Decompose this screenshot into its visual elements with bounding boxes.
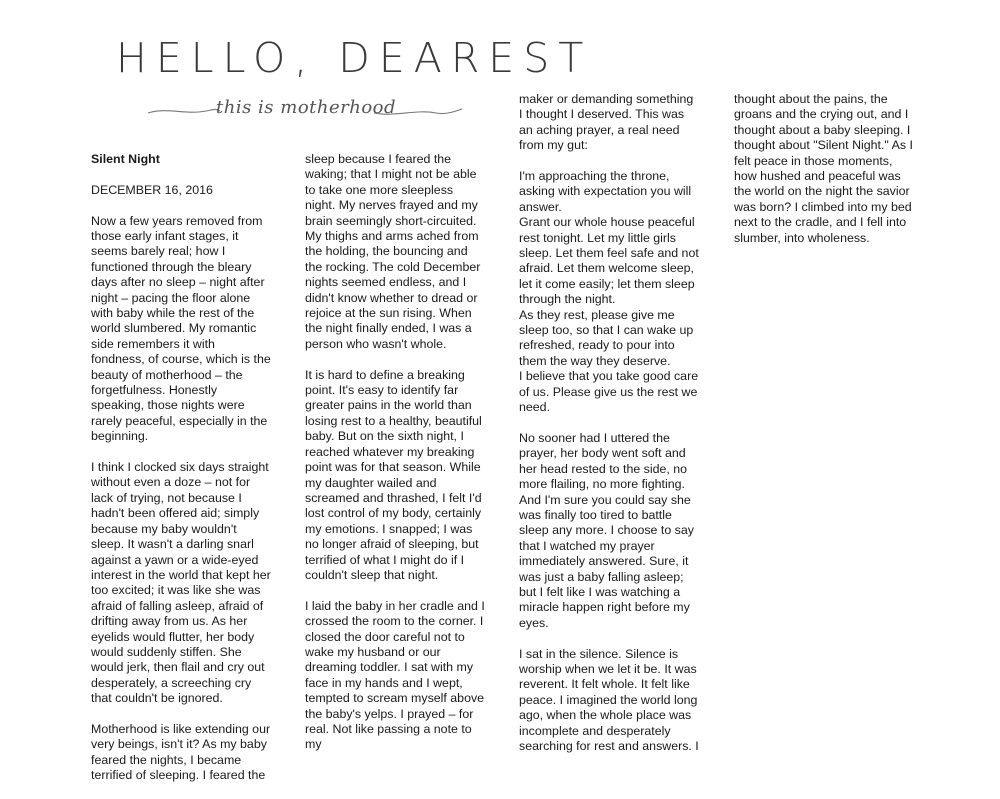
article-column-2 xyxy=(305,152,485,768)
paragraph: Motherhood is like extending our very beings, isn't it? As my baby feared the nights, I became terrified of sleeping. I feared the xyxy=(91,721,271,783)
paragraph: No sooner had I uttered the prayer, her body went soft and her head rested to the side, no more flailing, no more fighting. And I'm sure you could say she was finally too tired to battle sleep any more. I choose to say that I watched my prayer immediately answered. Sure, it was just a baby falling asleep; but I felt like I was watching a miracle happen right before my eyes. xyxy=(519,430,694,630)
paragraph: It is hard to define a breaking point. It's easy to identify far greater pains in the world than losing rest to a healthy, beautiful baby. But on the sixth night, I reached whatever my breaking point was for that season. While my daughter wailed and screamed and thrashed, I felt I'd lost control of my body, certainly my emotions. I snapped; I was no longer afraid of sleeping, but terrified of what I might do if I couldn't sleep that night. xyxy=(305,367,482,582)
prayer-line: I believe that you take good care of us. Please give us the rest we need. xyxy=(519,369,699,415)
article-heading: Silent Night xyxy=(91,152,160,166)
page-title: HELLO, DEAREST xyxy=(116,34,593,82)
paragraph: thought about the pains, the groans and the crying out, and I thought about a baby sleeping. I thought about "Silent Night." As I felt peace in those moments, how hushed and peaceful was the world on the night the savior was born? I climbed into my bed next to the cradle, and I fell into slumber, into wholeness. xyxy=(734,92,913,245)
masthead xyxy=(116,34,593,133)
paragraph: I think I clocked six days straight without even a doze – not for lack of trying, not because I hadn't been offered aid; simply because my baby wouldn't sleep. It wasn't a darling snarl against a yawn or a wide-eyed interest in the world that kept her too excited; it was like she was afraid of falling asleep, afraid of drifting away from us. As her eyelids would flutter, her body would suddenly stiffen. She would jerk, then flail and cry out desperately, a screeching cry that couldn't be ignored. xyxy=(91,460,271,706)
paragraph: maker or demanding something I thought I deserved. This was an aching prayer, a real need from my gut: xyxy=(519,92,694,153)
article-date: DECEMBER 16, 2016 xyxy=(91,182,213,197)
paragraph: I sat in the silence. Silence is worship when we let it be. It was reverent. It felt whole. It felt like peace. I imagined the world long ago, when the whole place was incomplete and desperately searching for rest and answers. I xyxy=(519,646,699,754)
tagline: this is motherhood xyxy=(216,97,397,118)
article-column-3 xyxy=(519,92,699,770)
article-column-1 xyxy=(91,152,271,799)
prayer-line: Grant our whole house peaceful rest tonight. Let my little girls sleep. Let them feel safe and not afraid. Let them welcome sleep, let it come easily; let them sleep through the night. xyxy=(519,215,699,307)
tagline-row xyxy=(116,93,506,133)
prayer-line: I'm approaching the throne, asking with expectation you will answer. xyxy=(519,169,692,214)
article-column-4 xyxy=(734,92,914,261)
prayer-line: As they rest, please give me sleep too, so that I can wake up refreshed, ready to pour into them the way they deserve. xyxy=(519,307,694,368)
paragraph: I laid the baby in her cradle and I crossed the room to the corner. I closed the door careful not to wake my husband or our dreaming toddler. I sat with my face in my hands and I wept, tempted to scream myself above the baby's yelps. I prayed – for real. Not like passing a note to my xyxy=(305,598,485,752)
paragraph: sleep because I feared the waking; that I might not be able to take one more sleepless night. My nerves frayed and my brain seemingly short-circuited. My thighs and arms ached from the holding, the bouncing and the rocking. The cold December nights seemed endless, and I didn't know whether to dread or rejoice at the sun rising. When the night finally ended, I was a person who wasn't whole. xyxy=(305,152,481,351)
paragraph: Now a few years removed from those early infant stages, it seems barely real; how I functioned through the bleary days after no sleep – night after night – pacing the floor alone with baby while the rest of the world slumbered. My romantic side remembers it with fondness, of course, which is the beauty of motherhood – the forgetfulness. Honestly speaking, those nights were rarely peaceful, especially in the beginning. xyxy=(91,213,271,444)
